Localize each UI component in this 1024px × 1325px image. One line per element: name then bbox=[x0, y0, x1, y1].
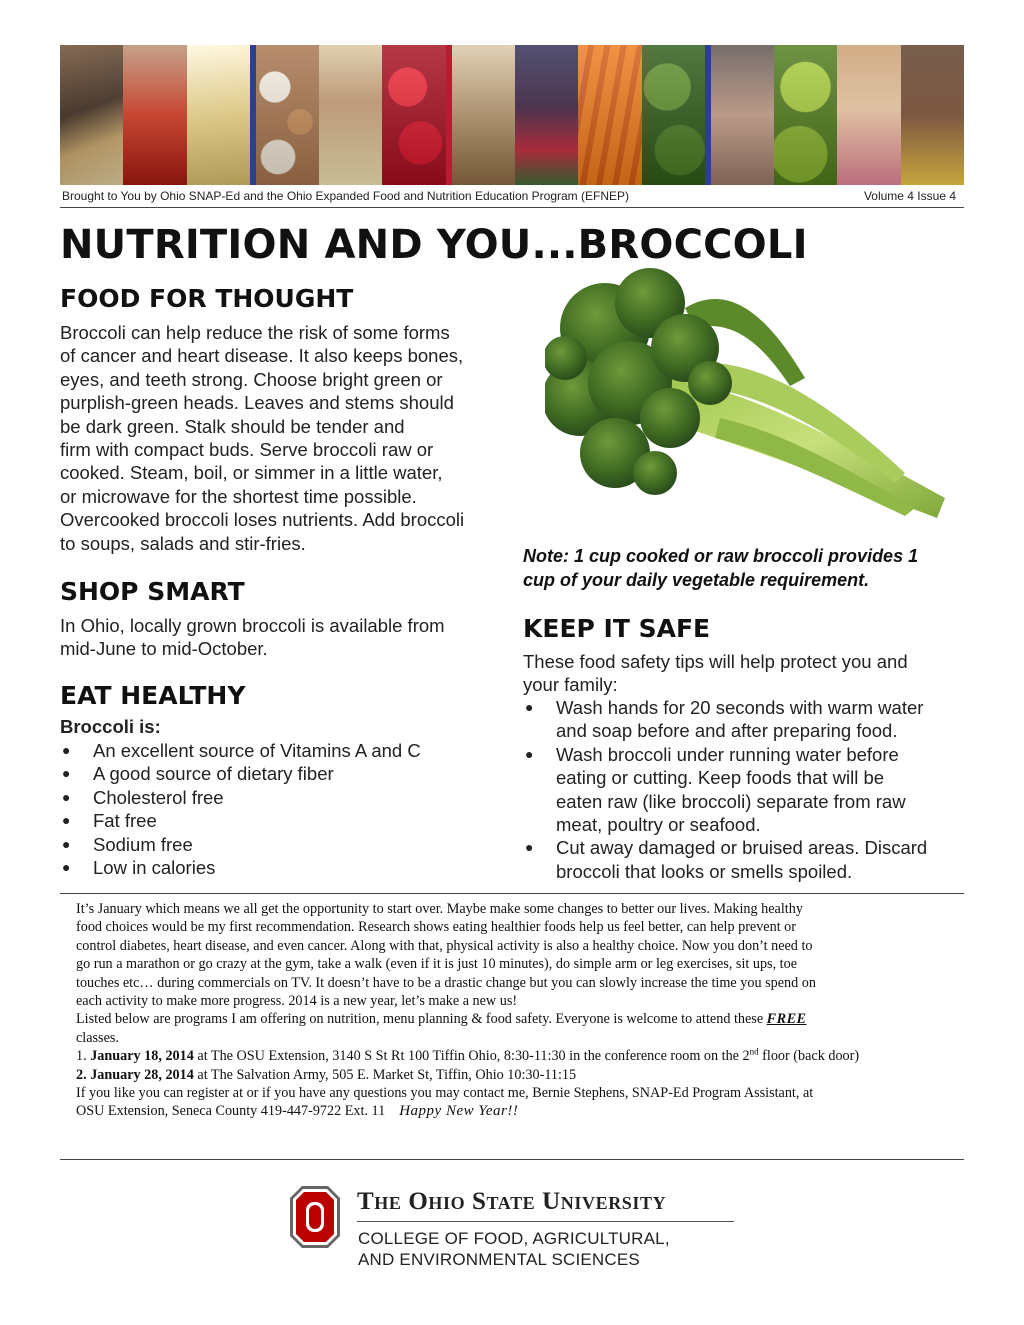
event-1: 1. January 18, 2014 at The OSU Extension, 3140 S St Rt 100 Tiffin Ohio, 8:30-11:30 in the conference room on the 2nd floor (back door) bbox=[76, 1046, 860, 1065]
section-rule bbox=[60, 893, 964, 894]
safety-tips-list bbox=[523, 696, 973, 883]
list-item: ● Sodium free bbox=[62, 833, 193, 855]
peppers-photo bbox=[123, 45, 186, 185]
letter-programs: Listed below are programs I am offering on nutrition, menu planning & food safety. Everyone is welcome to attend these FREE classes. bbox=[76, 1011, 807, 1046]
keep-it-safe-intro: These food safety tips will help protect you and your family: bbox=[523, 651, 908, 696]
broccoli-photo bbox=[642, 45, 705, 185]
program-credit: Brought to You by Ohio SNAP-Ed and the Ohio Expanded Food and Nutrition Education Program (EFNEP) bbox=[62, 189, 629, 203]
broccoli-image bbox=[545, 268, 960, 530]
list-item: ● A good source of dietary fiber bbox=[62, 763, 334, 785]
closing-greeting: Happy New Year!! bbox=[399, 1103, 519, 1120]
header-rule bbox=[60, 207, 964, 208]
shop-smart-heading: SHOP SMART bbox=[60, 577, 245, 606]
newsletter-letter bbox=[76, 900, 956, 1121]
shop-smart-text: In Ohio, locally grown broccoli is available from mid-June to mid-October. bbox=[60, 615, 445, 660]
footer-rule bbox=[60, 1159, 964, 1160]
keep-it-safe-heading: KEEP IT SAFE bbox=[523, 614, 711, 643]
college-name: COLLEGE OF FOOD, AGRICULTURAL, AND ENVIRONMENTAL SCIENCES bbox=[358, 1229, 670, 1269]
volume-issue: Volume 4 Issue 4 bbox=[863, 189, 956, 203]
eggs-photo bbox=[256, 45, 319, 185]
cheese-photo bbox=[187, 45, 250, 185]
bread-photo bbox=[452, 45, 515, 185]
serving-note: Note: 1 cup cooked or raw broccoli provides 1 cup of your daily vegetable requirement. bbox=[523, 546, 919, 590]
osu-block-o-logo bbox=[290, 1186, 340, 1248]
food-for-thought-heading: FOOD FOR THOUGHT bbox=[60, 284, 354, 313]
food-for-thought-text: Broccoli can help reduce the risk of some forms of cancer and heart disease. It also keeps bones, eyes, and teeth strong. Choose bright green or purplish-green heads. Leaves and stems should be dark green. Stalk should be tender and firm with compact buds. Serve broccoli raw or cooked. Steam, boil, or simmer in a little water, or microwave for the shortest time possible. Overcooked broccoli loses nutrients. Add broccoli to soups, salads and stir-fries. bbox=[60, 322, 465, 554]
page-title: NUTRITION AND YOU...BROCCOLI bbox=[60, 222, 808, 268]
eat-healthy-heading: EAT HEALTHY bbox=[60, 681, 246, 710]
list-item: ● Wash broccoli under running water before eating or cutting. Keep foods that will be eaten raw (like broccoli) separate from raw meat, poultry or seafood. bbox=[525, 743, 906, 836]
hands-photo bbox=[711, 45, 774, 185]
carrots-photo bbox=[578, 45, 641, 185]
grapes-photo bbox=[515, 45, 578, 185]
university-name: The Ohio State University bbox=[357, 1188, 667, 1215]
free-label: FREE bbox=[766, 1011, 807, 1028]
girl-photo bbox=[837, 45, 900, 185]
photo-banner bbox=[60, 45, 964, 185]
event-2: 2. January 28, 2014 at The Salvation Army, 505 E. Market St, Tiffin, Ohio 10:30-11:15 bbox=[76, 1066, 577, 1083]
list-item: ● Low in calories bbox=[62, 857, 216, 879]
list-item: ● Cholesterol free bbox=[62, 786, 224, 808]
apples-photo bbox=[774, 45, 837, 185]
boy-photo bbox=[60, 45, 123, 185]
elder-woman-photo bbox=[901, 45, 964, 185]
eat-healthy-lead: Broccoli is: bbox=[60, 716, 161, 737]
woman-photo bbox=[319, 45, 382, 185]
list-item: ● Wash hands for 20 seconds with warm water and soap before and after preparing food. bbox=[525, 697, 924, 742]
letter-intro: It’s January which means we all get the opportunity to start over. Maybe make some changes to better our lives. Making healthy food choices would be my first recommendation. Research shows eating healthier foods help us feel better, can help prevent or control diabetes, heart disease, and even cancer. Along with that, physical activity is also a healthy choice. Now you don’t need to go run a marathon or go crazy at the gym, take a walk (even if it is just 10 minutes), do simple arm or leg exercises, sit ups, toe touches etc… during commercials on TV. It doesn’t have to be a drastic change but you can slowly increase the time you spend on each activity to make more progress. 2014 is a new year, let’s make a new us! bbox=[76, 901, 816, 1010]
list-item: ● An excellent source of Vitamins A and C bbox=[62, 740, 421, 761]
list-item: ● Cut away damaged or bruised areas. Discard broccoli that looks or smells spoiled. bbox=[525, 837, 928, 882]
list-item: ● Fat free bbox=[62, 810, 157, 832]
logo-rule bbox=[357, 1221, 734, 1222]
strawberries-photo bbox=[382, 45, 445, 185]
eat-healthy-list bbox=[60, 739, 480, 879]
letter-contact: If you like you can register at or if you have any questions you may contact me, Bernie Stephens, SNAP-Ed Program Assistant, at OSU Extension, Seneca County 419-447-9722 Ext. 11 Happy New Year!! bbox=[76, 1085, 814, 1120]
